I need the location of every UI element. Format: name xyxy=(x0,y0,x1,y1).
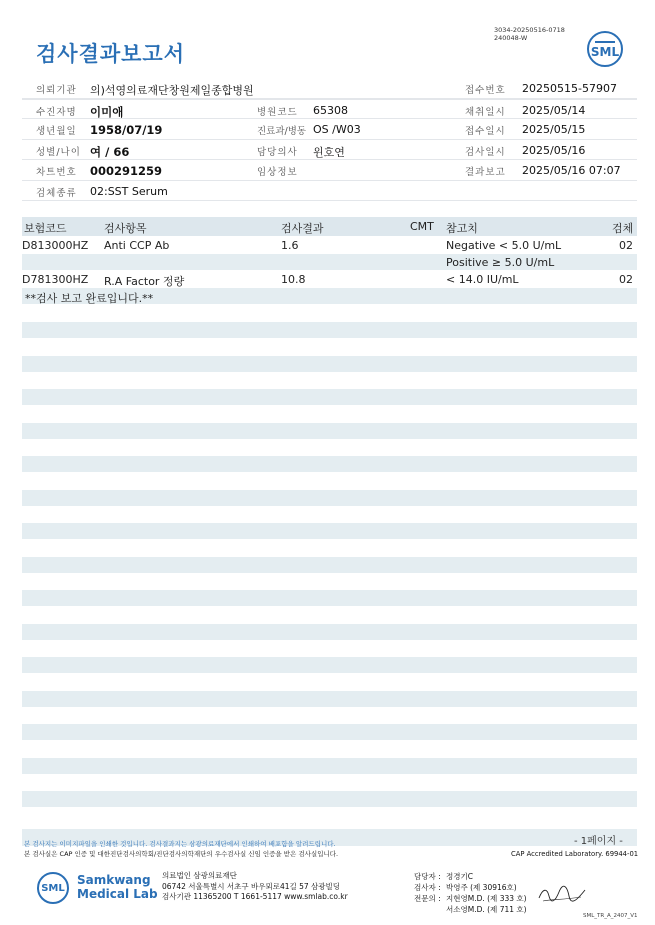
results-table-header xyxy=(22,217,637,236)
test-date-value: 2025/05/16 xyxy=(522,143,586,157)
stripe-band xyxy=(22,758,637,774)
row2-item: R.A Factor 정량 xyxy=(104,275,185,288)
birth-date-label: 생년월일 xyxy=(36,126,77,137)
form-code: SML_TR_A_2407_V1 xyxy=(583,913,638,919)
table-row-continuation xyxy=(22,254,637,271)
page-number: - 1페이지 - xyxy=(574,836,623,847)
sex-age-label: 성별/나이 xyxy=(36,146,81,158)
row1-reference: Negative < 5.0 U/mL xyxy=(446,239,562,252)
stripe-band xyxy=(22,557,637,573)
accreditation-notice: 본 검사실은 CAP 인증 및 대한진단검사의학회/진단검사의학재단의 우수검사실 신임 인증을 받은 검사실입니다. xyxy=(24,850,339,858)
receipt-date-label: 접수일시 xyxy=(465,126,506,137)
sex-age-value: 여 / 66 xyxy=(90,144,130,159)
doctor-signature xyxy=(537,884,587,906)
doctor-label: 담당의사 xyxy=(257,146,298,158)
footer-organization xyxy=(162,871,348,903)
document-code xyxy=(494,26,565,42)
staff-row xyxy=(414,871,527,882)
stripe-band xyxy=(22,490,637,506)
requesting-org-label: 의뢰기관 xyxy=(36,85,77,96)
column-header-cmt: CMT xyxy=(410,220,434,233)
info-row-1 xyxy=(22,78,637,99)
specimen-type-value: 02:SST Serum xyxy=(90,184,168,198)
patient-name-label: 수진자명 xyxy=(36,106,77,118)
staff-role: 검사자 : xyxy=(414,883,441,892)
stripe-band xyxy=(22,624,637,640)
table-row xyxy=(22,271,637,288)
doctor-value: 윈호연 xyxy=(313,145,345,159)
brand-line2: Medical Lab xyxy=(77,887,158,901)
document-code-line2: 240048-W xyxy=(494,34,528,42)
staff-name: 지현영M.D. (제 333 호) xyxy=(446,894,527,903)
stripe-band xyxy=(22,356,637,372)
column-header-reference: 참고치 xyxy=(446,222,478,235)
receipt-no-label: 접수번호 xyxy=(465,85,506,96)
chart-no-label: 차트번호 xyxy=(36,167,77,178)
cap-accreditation: CAP Accredited Laboratory. 69944-01 xyxy=(511,850,639,858)
hospital-code-label: 병원코드 xyxy=(257,106,298,118)
staff-row xyxy=(414,893,527,904)
report-date-label: 결과보고 xyxy=(465,167,506,178)
staff-name: 서소영M.D. (제 711 호) xyxy=(446,905,527,914)
staff-row xyxy=(414,904,527,915)
footer-brand xyxy=(77,873,158,901)
row1-result: 1.6 xyxy=(281,239,299,252)
document-code-line1: 3034-20250516-0718 xyxy=(494,26,565,34)
dept-ward-value: OS /W03 xyxy=(313,123,361,136)
column-header-code: 보험코드 xyxy=(24,222,67,235)
org-address: 06742 서울특별시 서초구 바우뫼로41길 57 삼광빌딩 xyxy=(162,881,341,891)
org-name: 의료법인 삼광의료재단 xyxy=(162,871,237,880)
test-date-label: 검사일시 xyxy=(465,146,506,158)
info-row-4 xyxy=(22,140,637,161)
collect-date-value: 2025/05/14 xyxy=(522,103,586,117)
row1-code: D813000HZ xyxy=(22,239,89,252)
page-title: 검사결과보고서 xyxy=(36,42,186,66)
staff-name: 정경기C xyxy=(446,872,473,881)
row2-code: D781300HZ xyxy=(22,273,89,286)
row1-item: Anti CCP Ab xyxy=(104,239,170,252)
table-row xyxy=(22,237,637,254)
hospital-code-value: 65308 xyxy=(313,103,348,117)
stripe-band xyxy=(22,657,637,673)
staff-name: 박영주 (제 30916호) xyxy=(446,883,517,892)
stripe-band xyxy=(22,322,637,338)
sml-logo xyxy=(587,31,623,67)
info-row-5 xyxy=(22,160,637,181)
column-header-specimen: 검체 xyxy=(612,222,634,235)
row1-specimen: 02 xyxy=(619,239,633,252)
patient-info-table xyxy=(22,78,637,201)
stripe-band xyxy=(22,523,637,539)
footer-sml-logo xyxy=(37,872,69,904)
stripe-band xyxy=(22,691,637,707)
chart-no-value: 000291259 xyxy=(90,164,163,178)
info-row-6 xyxy=(22,181,637,202)
info-row-2 xyxy=(22,99,637,120)
stripe-band xyxy=(22,590,637,606)
row2-specimen: 02 xyxy=(619,273,633,286)
column-header-result: 검사결과 xyxy=(281,222,324,235)
stripe-band xyxy=(22,724,637,740)
birth-date-value: 1958/07/19 xyxy=(90,123,163,137)
footer-logo-text: SML xyxy=(41,882,65,894)
receipt-date-value: 2025/05/15 xyxy=(522,123,586,136)
collect-date-label: 채취일시 xyxy=(465,106,506,118)
row2-reference: < 14.0 IU/mL xyxy=(446,273,519,286)
image-notice: 본 검사지는 이미지파일을 인쇄한 것입니다. 검사결과지는 삼광의료재단에서 인쇄하여 배포함을 알려드립니다. xyxy=(24,840,336,848)
requesting-org-value: 의)석영의료재단창원제일종합병원 xyxy=(90,84,254,97)
patient-name-value: 이미애 xyxy=(90,104,124,119)
staff-role: 전문의 : xyxy=(414,894,441,903)
specimen-type-label: 검체종류 xyxy=(36,187,77,199)
stripe-band xyxy=(22,389,637,405)
info-row-3 xyxy=(22,119,637,140)
brand-line1: Samkwang xyxy=(77,873,151,887)
dept-ward-label: 진료과/병동 xyxy=(257,126,307,137)
column-header-item: 검사항목 xyxy=(104,222,147,235)
org-contact: 검사기관 11365200 T 1661-5117 www.smlab.co.kr xyxy=(162,892,348,901)
receipt-no-value: 20250515-57907 xyxy=(522,82,617,95)
stripe-band xyxy=(22,423,637,439)
staff-role: 담당자 : xyxy=(414,872,441,881)
completion-note-row xyxy=(22,288,637,305)
stripe-band xyxy=(22,791,637,807)
row2-result: 10.8 xyxy=(281,273,306,286)
clinical-info-label: 임상정보 xyxy=(257,167,298,178)
completion-note: **검사 보고 완료입니다.** xyxy=(25,292,154,305)
stripe-band xyxy=(22,456,637,472)
staff-row xyxy=(414,882,527,893)
row1-reference-2: Positive ≥ 5.0 U/mL xyxy=(446,256,555,269)
report-date-value: 2025/05/16 07:07 xyxy=(522,164,621,177)
sml-logo-text: SML xyxy=(590,45,620,59)
staff-list xyxy=(414,871,527,915)
